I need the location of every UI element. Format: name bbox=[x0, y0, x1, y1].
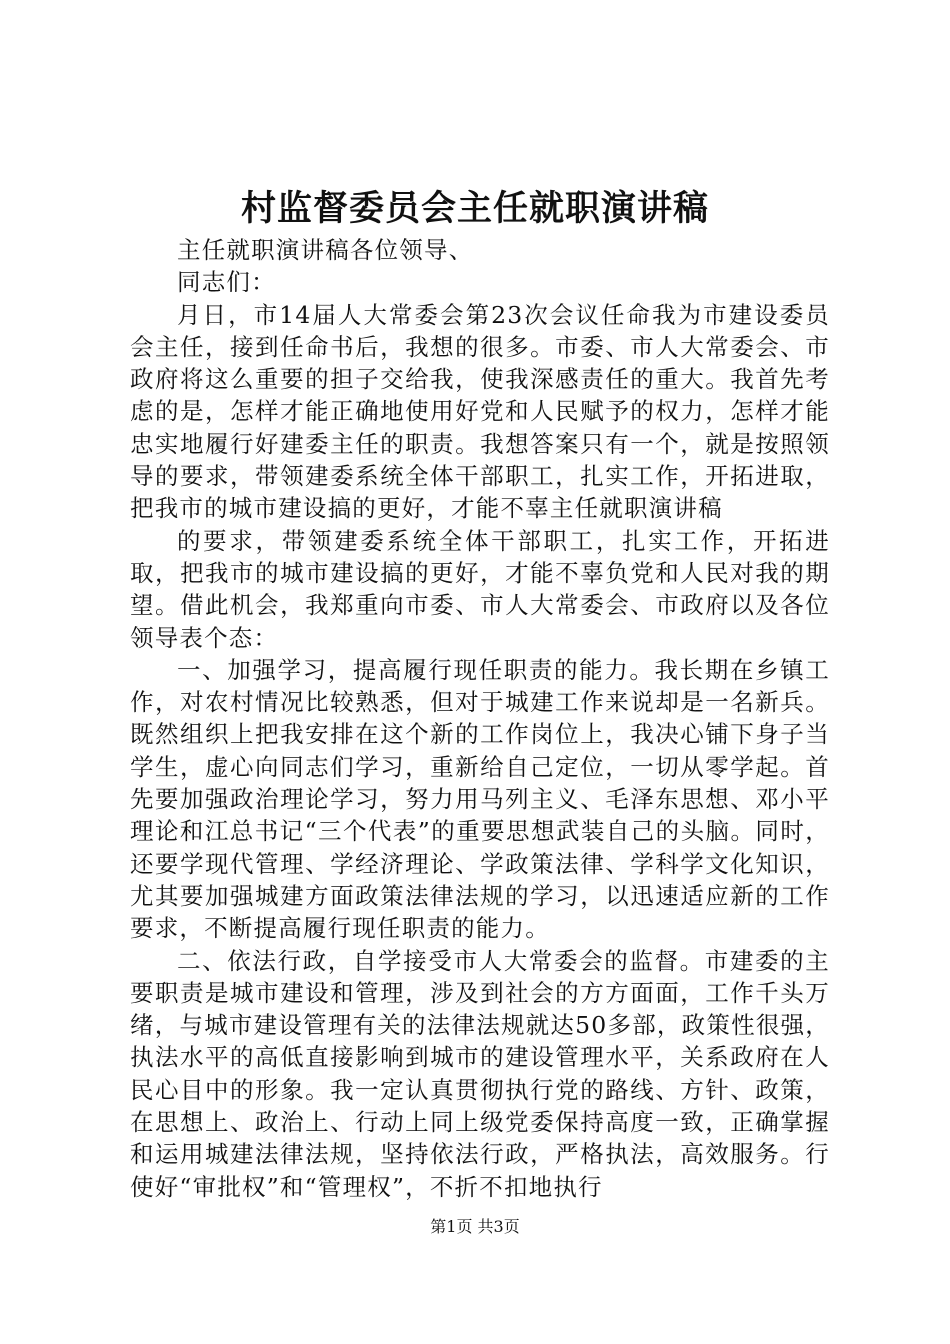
paragraph: 月日，市14届人大常委会第23次会议任命我为市建设委员会主任，接到任命书后，我想的很多。市委、市人大常委会、市政府将这么重要的担子交给我，使我深感责任的重大。我首先考虑的是，怎样才能正确地使用好党和人民赋予的权力，怎样才能忠实地履行好建委主任的职责。我想答案只有一个，就是按照领导的要求，带领建委系统全体干部职工，扎实工作，开拓进取，把我市的城市建设搞的更好，才能不辜主任就职演讲稿 bbox=[130, 300, 830, 523]
page-number-footer: 第1页 共3页 bbox=[430, 1217, 520, 1236]
paragraph-salutation: 主任就职演讲稿各位领导、 bbox=[177, 236, 474, 264]
paragraph: 二、依法行政，自学接受市人大常委会的监督。市建委的主要职责是城市建设和管理，涉及到社会的方方面面，工作千头万绪，与城市建设管理有关的法律法规就达50多部，政策性很强，执法水平的高低直接影响到城市的建设管理水平，关系政府在人民心目中的形象。我一定认真贯彻执行党的路线、方针、政策，在思想上、政治上、行动上同上级党委保持高度一致，正确掌握和运用城建法律法规，坚持依法行政，严格执法，高效服务。行使好“审批权”和“管理权”，不折不扣地执行 bbox=[130, 946, 830, 1201]
paragraph: 一、加强学习，提高履行现任职责的能力。我长期在乡镇工作，对农村情况比较熟悉，但对于城建工作来说却是一名新兵。既然组织上把我安排在这个新的工作岗位上，我决心铺下身子当学生，虚心向同志们学习，重新给自己定位，一切从零学起。首先要加强政治理论学习，努力用马列主义、毛泽东思想、邓小平理论和江总书记“三个代表”的重要思想武装自己的头脑。同时，还要学现代管理、学经济理论、学政策法律、学科学文化知识，尤其要加强城建方面政策法律法规的学习，以迅速适应新的工作要求，不断提高履行现任职责的能力。 bbox=[130, 655, 830, 943]
document-title: 村监督委员会主任就职演讲稿 bbox=[240, 188, 709, 229]
paragraph-salutation-2: 同志们： bbox=[177, 268, 276, 297]
paragraph: 的要求，带领建委系统全体干部职工，扎实工作，开拓进取，把我市的城市建设搞的更好，才能不辜负党和人民对我的期望。借此机会，我郑重向市委、市人大常委会、市政府以及各位领导表个态： bbox=[130, 526, 830, 652]
document-body bbox=[130, 234, 830, 1203]
